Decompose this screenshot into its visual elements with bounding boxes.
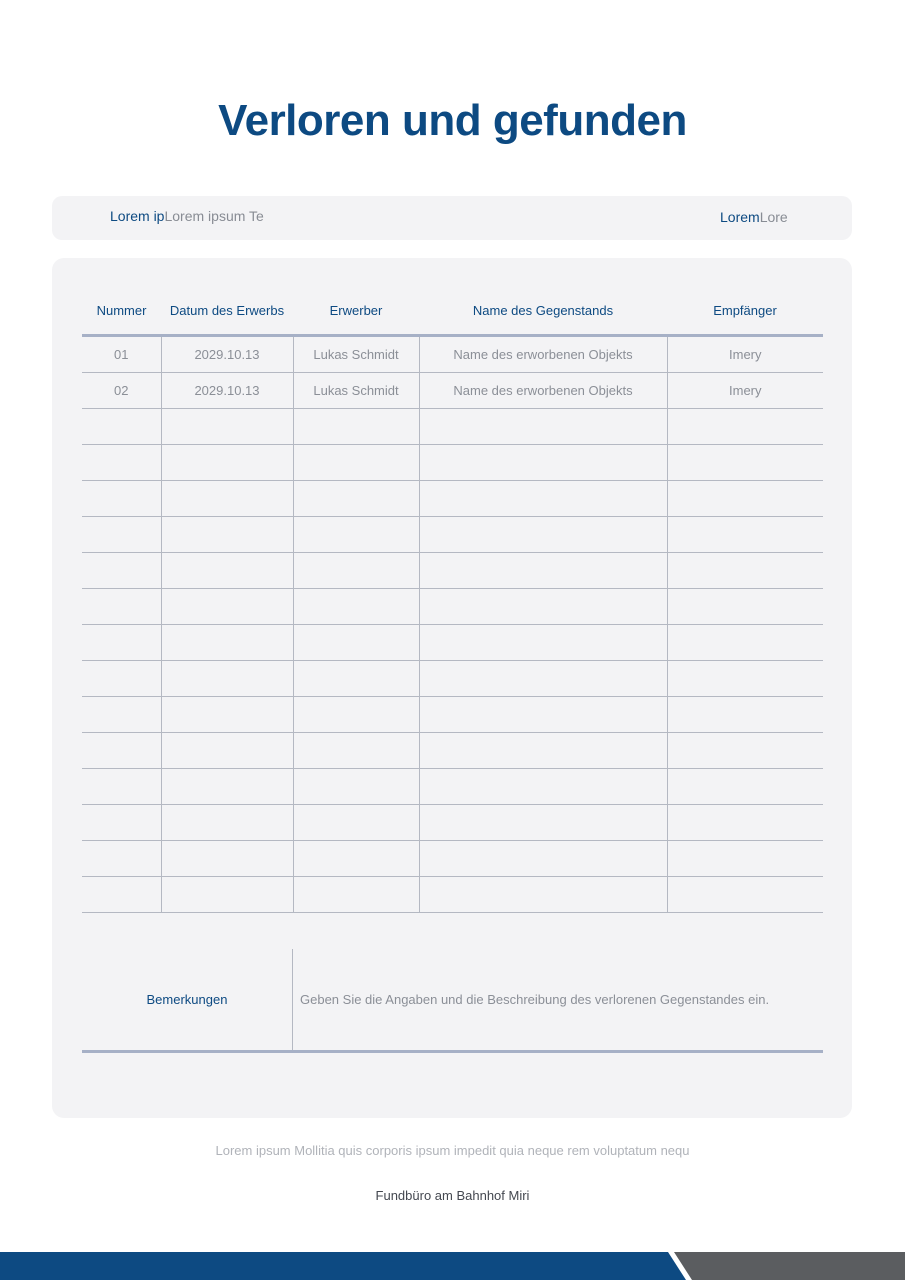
column-header-number: Nummer (82, 286, 161, 336)
info-right-value[interactable]: Lore (759, 209, 788, 225)
cell-recipient[interactable] (667, 805, 823, 841)
cell-number[interactable] (82, 733, 161, 769)
cell-recipient[interactable] (667, 445, 823, 481)
cell-number[interactable]: 01 (82, 336, 161, 373)
info-left-value[interactable]: Lorem ipsum Te (164, 208, 264, 224)
cell-recipient[interactable] (667, 517, 823, 553)
cell-acquirer[interactable] (293, 625, 419, 661)
cell-acquirer[interactable] (293, 697, 419, 733)
table-row (82, 769, 823, 805)
cell-recipient[interactable] (667, 697, 823, 733)
cell-date[interactable] (161, 589, 293, 625)
table-row (82, 625, 823, 661)
cell-date[interactable] (161, 661, 293, 697)
cell-number[interactable] (82, 625, 161, 661)
table-header-row (82, 286, 823, 336)
cell-item-name[interactable] (419, 445, 667, 481)
cell-recipient[interactable] (667, 553, 823, 589)
cell-number[interactable] (82, 445, 161, 481)
lost-found-card (52, 258, 852, 1118)
bottom-bar-blue (0, 1252, 686, 1280)
cell-number[interactable]: 02 (82, 373, 161, 409)
cell-acquirer[interactable] (293, 589, 419, 625)
cell-number[interactable] (82, 553, 161, 589)
cell-recipient[interactable] (667, 625, 823, 661)
cell-item-name[interactable] (419, 553, 667, 589)
cell-acquirer[interactable] (293, 517, 419, 553)
table-row (82, 445, 823, 481)
cell-item-name[interactable] (419, 661, 667, 697)
cell-item-name[interactable] (419, 805, 667, 841)
info-left-label: Lorem ip (110, 208, 165, 224)
cell-acquirer[interactable] (293, 481, 419, 517)
table-row (82, 481, 823, 517)
cell-item-name[interactable] (419, 697, 667, 733)
cell-number[interactable] (82, 481, 161, 517)
footer-organization: Fundbüro am Bahnhof Miri (375, 1188, 530, 1203)
cell-item-name[interactable] (419, 769, 667, 805)
cell-date[interactable] (161, 697, 293, 733)
table-row (82, 733, 823, 769)
info-right-label: Lorem (720, 209, 760, 225)
bottom-bar-gray (674, 1252, 905, 1280)
cell-item-name[interactable] (419, 733, 667, 769)
table-row (82, 589, 823, 625)
cell-acquirer[interactable] (293, 877, 419, 913)
cell-acquirer[interactable] (293, 445, 419, 481)
cell-item-name[interactable] (419, 517, 667, 553)
cell-acquirer[interactable] (293, 841, 419, 877)
cell-acquirer[interactable] (293, 553, 419, 589)
column-header-acquirer: Erwerber (293, 286, 419, 336)
cell-number[interactable] (82, 589, 161, 625)
cell-number[interactable] (82, 877, 161, 913)
info-left-field (110, 208, 264, 224)
cell-acquirer[interactable]: Lukas Schmidt (293, 336, 419, 373)
cell-recipient[interactable] (667, 409, 823, 445)
cell-item-name[interactable]: Name des erworbenen Objekts (419, 373, 667, 409)
cell-date[interactable] (161, 769, 293, 805)
cell-date[interactable] (161, 841, 293, 877)
cell-number[interactable] (82, 769, 161, 805)
footer-note: Lorem ipsum Mollitia quis corporis ipsum impedit quia neque rem voluptatum nequ (215, 1143, 690, 1158)
table-row (82, 517, 823, 553)
table-row (82, 877, 823, 913)
cell-recipient[interactable] (667, 733, 823, 769)
table-row (82, 697, 823, 733)
cell-date[interactable] (161, 805, 293, 841)
cell-recipient[interactable] (667, 589, 823, 625)
remarks-section (82, 949, 823, 1053)
cell-date[interactable]: 2029.10.13 (161, 336, 293, 373)
cell-recipient[interactable] (667, 481, 823, 517)
cell-number[interactable] (82, 841, 161, 877)
cell-number[interactable] (82, 805, 161, 841)
cell-date[interactable] (161, 409, 293, 445)
cell-date[interactable] (161, 517, 293, 553)
table-row (82, 553, 823, 589)
cell-recipient[interactable]: Imery (667, 373, 823, 409)
cell-item-name[interactable] (419, 481, 667, 517)
cell-date[interactable] (161, 625, 293, 661)
table-row (82, 373, 823, 409)
remarks-label: Bemerkungen (82, 949, 293, 1052)
info-bar (52, 196, 852, 240)
cell-number[interactable] (82, 697, 161, 733)
column-header-date: Datum des Erwerbs (161, 286, 293, 336)
cell-number[interactable] (82, 661, 161, 697)
column-header-recipient: Empfänger (667, 286, 823, 336)
bottom-decoration-bar (0, 1252, 905, 1280)
column-header-item-name: Name des Gegenstands (419, 286, 667, 336)
cell-date[interactable]: 2029.10.13 (161, 373, 293, 409)
cell-recipient[interactable] (667, 769, 823, 805)
table-row (82, 805, 823, 841)
cell-item-name[interactable] (419, 841, 667, 877)
cell-item-name[interactable] (419, 589, 667, 625)
cell-date[interactable] (161, 445, 293, 481)
cell-number[interactable] (82, 517, 161, 553)
remarks-field[interactable]: Geben Sie die Angaben und die Beschreibung des verlorenen Gegenstandes ein. (293, 949, 824, 1052)
cell-date[interactable] (161, 553, 293, 589)
cell-recipient[interactable] (667, 841, 823, 877)
cell-acquirer[interactable] (293, 409, 419, 445)
table-row (82, 336, 823, 373)
lost-found-table (82, 286, 823, 913)
cell-date[interactable] (161, 481, 293, 517)
cell-acquirer[interactable] (293, 661, 419, 697)
cell-acquirer[interactable]: Lukas Schmidt (293, 373, 419, 409)
cell-date[interactable] (161, 877, 293, 913)
cell-recipient[interactable]: Imery (667, 336, 823, 373)
cell-acquirer[interactable] (293, 805, 419, 841)
table-row (82, 661, 823, 697)
cell-date[interactable] (161, 733, 293, 769)
cell-item-name[interactable] (419, 625, 667, 661)
cell-number[interactable] (82, 409, 161, 445)
cell-acquirer[interactable] (293, 733, 419, 769)
table-row (82, 409, 823, 445)
page-title: Verloren und gefunden (218, 96, 687, 145)
cell-recipient[interactable] (667, 877, 823, 913)
cell-item-name[interactable]: Name des erworbenen Objekts (419, 336, 667, 373)
table-row (82, 841, 823, 877)
info-right-field (720, 209, 788, 225)
cell-item-name[interactable] (419, 877, 667, 913)
cell-acquirer[interactable] (293, 769, 419, 805)
cell-recipient[interactable] (667, 661, 823, 697)
cell-item-name[interactable] (419, 409, 667, 445)
